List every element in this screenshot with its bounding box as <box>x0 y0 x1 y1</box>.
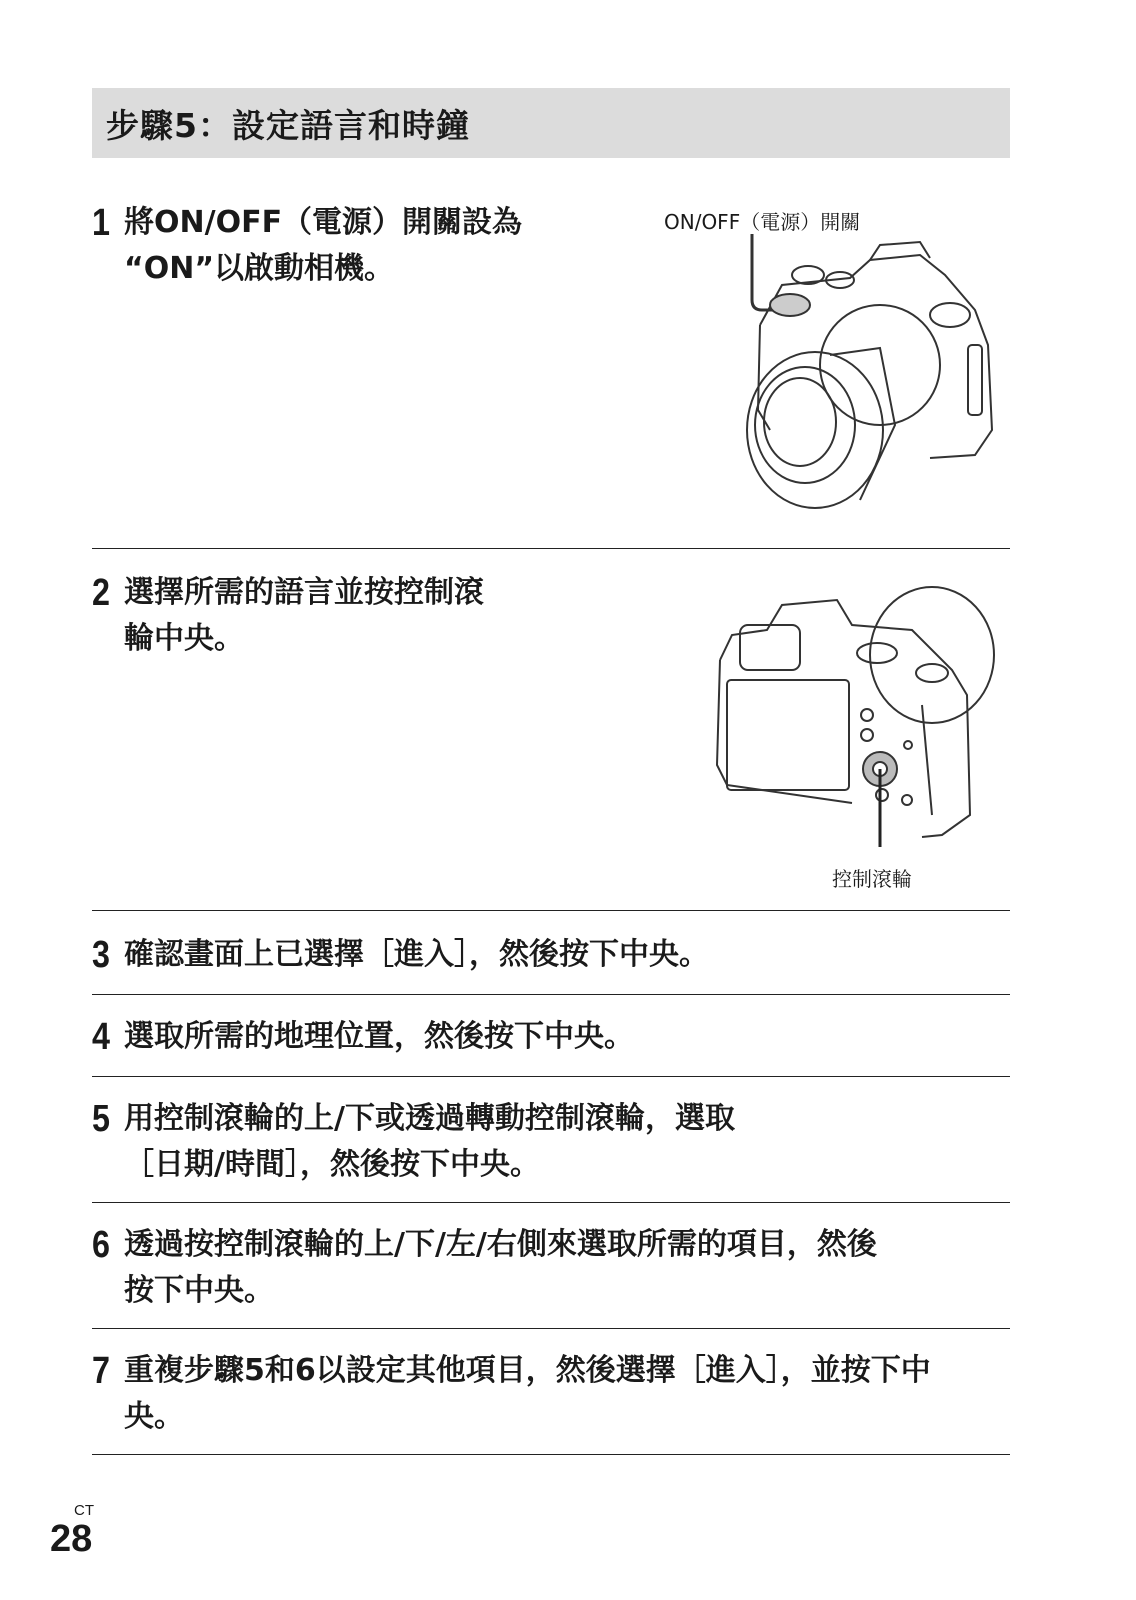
step-7 <box>92 1348 931 1440</box>
on-off-switch-callout: ON/OFF（電源）開關 <box>664 210 861 234</box>
step-text-line: 按下中央。 <box>124 1273 274 1308</box>
step-text <box>124 1014 634 1060</box>
divider <box>92 1454 1010 1455</box>
step-number: 4 <box>92 1016 110 1058</box>
step-2 <box>92 570 484 662</box>
divider <box>92 1202 1010 1203</box>
step-text-line: ［日期/時間］，然後按下中央。 <box>124 1147 540 1182</box>
step-number: 5 <box>92 1098 110 1140</box>
step-text <box>124 1096 735 1188</box>
section-title: 步驟5：設定語言和時鐘 <box>106 105 470 145</box>
divider <box>92 1328 1010 1329</box>
step-text-line: 透過按控制滾輪的上/下/左/右側來選取所需的項目，然後 <box>124 1227 877 1262</box>
language-code: CT <box>74 1502 94 1519</box>
step-text-line: 輪中央。 <box>124 621 244 656</box>
step-text-line: 用控制滾輪的上/下或透過轉動控制滾輪，選取 <box>124 1101 735 1136</box>
step-text <box>124 1222 877 1314</box>
divider <box>92 548 1010 549</box>
camera-front-illustration <box>730 230 1020 520</box>
step-number: 3 <box>92 934 110 976</box>
step-5 <box>92 1096 735 1188</box>
divider <box>92 1076 1010 1077</box>
divider <box>92 910 1010 911</box>
camera-back-illustration <box>712 585 1002 855</box>
step-text-line: “ON”以啟動相機。 <box>124 251 395 286</box>
step-number: 2 <box>92 572 110 614</box>
step-1 <box>92 200 522 292</box>
step-number: 6 <box>92 1224 110 1266</box>
step-text <box>124 570 484 662</box>
step-text <box>124 932 709 978</box>
step-text <box>124 1348 931 1440</box>
control-wheel-callout: 控制滾輪 <box>832 867 912 891</box>
step-4 <box>92 1014 634 1060</box>
divider <box>92 994 1010 995</box>
step-number: 1 <box>92 202 110 244</box>
step-number: 7 <box>92 1350 110 1392</box>
step-text-line: 確認畫面上已選擇［進入］，然後按下中央。 <box>124 937 709 972</box>
step-text-line: 選擇所需的語言並按控制滾 <box>124 575 484 610</box>
step-text <box>124 200 522 292</box>
step-text-line: 將ON/OFF（電源）開關設為 <box>124 205 523 240</box>
step-text-line: 重複步驟5和6以設定其他項目，然後選擇［進入］，並按下中 <box>124 1353 931 1388</box>
step-text-line: 央。 <box>124 1399 184 1434</box>
page-number: 28 <box>50 1518 93 1560</box>
step-text-line: 選取所需的地理位置，然後按下中央。 <box>124 1019 634 1054</box>
step-3 <box>92 932 709 978</box>
section-title-bar <box>92 88 1010 158</box>
step-6 <box>92 1222 877 1314</box>
